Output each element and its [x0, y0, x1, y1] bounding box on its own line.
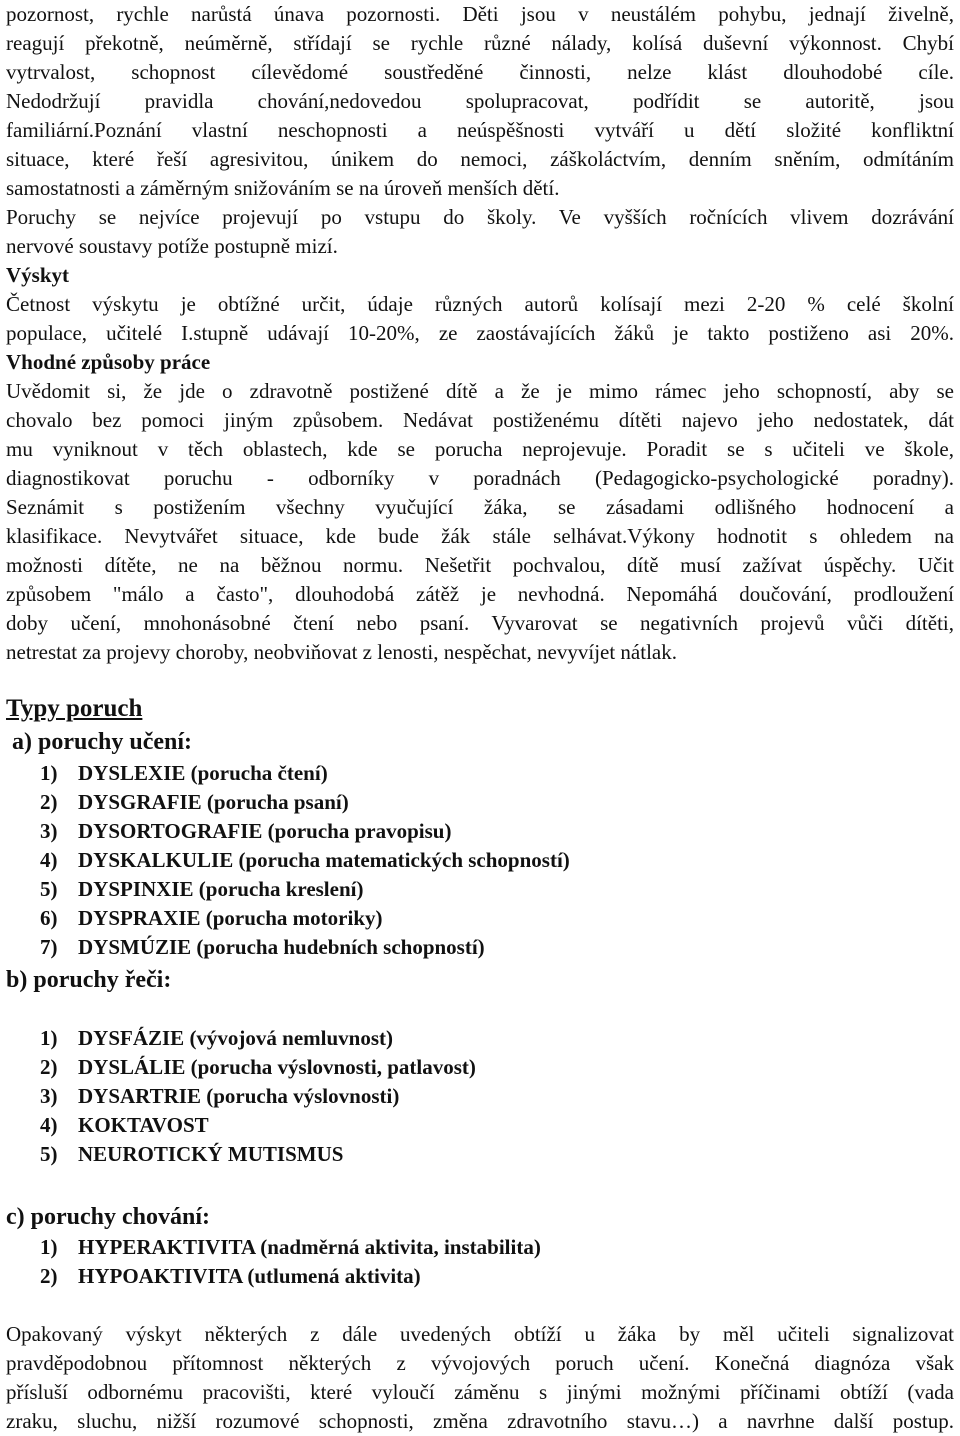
text-line: pravděpodobnou přítomnost některých z vývojových poruch učení. Konečná diagnóza však	[6, 1351, 954, 1375]
list-item	[40, 817, 451, 846]
text-line: doby učení, mnohonásobné čtení nebo psaní. Vyvarovat se negativních projevů vůči dítěti,	[6, 611, 954, 635]
types-heading: Typy poruch	[6, 695, 143, 722]
list-item	[40, 1262, 421, 1291]
list-number: 6)	[40, 906, 58, 930]
text-line: familiární.Poznání vlastní neschopnosti a neúspěšnosti vytváří u dětí složité konfliktní	[6, 118, 954, 142]
category-heading: a) poruchy učení:	[12, 729, 192, 755]
text-line: Nedodržují pravidla chování,nedovedou spolupracovat, podřídit se autoritě, jsou	[6, 89, 954, 113]
list-item-text: NEUROTICKÝ MUTISMUS	[78, 1142, 344, 1166]
section-heading: Vhodné způsoby práce	[6, 350, 211, 374]
category-heading: c) poruchy chování:	[6, 1204, 210, 1230]
text-line: mu vyniknout v těch oblastech, kde se porucha neprojevuje. Poradit se s učiteli ve škole,	[6, 437, 954, 461]
list-item	[40, 1082, 399, 1111]
list-number: 1)	[40, 761, 58, 785]
text-line: Poruchy se nejvíce projevují po vstupu do školy. Ve vyšších ročnících vlivem dozrávání	[6, 205, 954, 229]
category-heading: b) poruchy řeči:	[6, 967, 172, 993]
list-item-text: DYSPRAXIE (porucha motoriky)	[78, 906, 383, 930]
text-line: populace, učitelé I.stupně udávají 10-20%, ze zaostávajících žáků je takto postiženo asi 20%.	[6, 321, 954, 345]
list-number: 3)	[40, 1084, 58, 1108]
list-item-text: DYSORTOGRAFIE (porucha pravopisu)	[78, 819, 452, 843]
text-line: Četnost výskytu je obtížné určit, údaje různých autorů kolísají mezi 2-20 % celé školní	[6, 292, 954, 316]
list-item-text: DYSLEXIE (porucha čtení)	[78, 761, 328, 785]
list-item	[40, 1233, 541, 1262]
list-item-text: DYSKALKULIE (porucha matematických schopností)	[78, 848, 570, 872]
text-line: způsobem "málo a často", dlouhodobá zátěž je nevhodná. Nepomáhá doučování, prodloužení	[6, 582, 954, 606]
text-line: pozornost, rychle narůstá únava pozornosti. Děti jsou v neustálém pohybu, jednají živelně,	[6, 2, 954, 26]
text-line: Seznámit s postižením všechny vyučující žáka, se zásadami odlišného hodnocení a	[6, 495, 954, 519]
text-line: vytrvalost, schopnost cílevědomé soustředěné činnosti, nelze klást dlouhodobé cíle.	[6, 60, 954, 84]
text-line: možnosti dítěte, ne na běžnou normu. Nešetřit pochvalou, dítě musí zažívat úspěchy. Učit	[6, 553, 954, 577]
list-number: 4)	[40, 1113, 58, 1137]
list-item-text: HYPOAKTIVITA (utlumená aktivita)	[78, 1264, 421, 1288]
text-line: Opakovaný výskyt některých z dále uvedených obtíží u žáka by měl učiteli signalizovat	[6, 1322, 954, 1346]
list-number: 1)	[40, 1235, 58, 1259]
text-line: situace, které řeší agresivitou, únikem do nemoci, záškoláctvím, denním sněním, odmítáním	[6, 147, 954, 171]
list-number: 3)	[40, 819, 58, 843]
list-item	[40, 933, 485, 962]
list-number: 7)	[40, 935, 58, 959]
list-item	[40, 904, 383, 933]
text-line: klasifikace. Nevytvářet situace, kde bude žák stále selhávat.Výkony hodnotit s ohledem na	[6, 524, 954, 548]
list-item	[40, 1140, 343, 1169]
list-item	[40, 788, 349, 817]
list-item	[40, 875, 363, 904]
text-line: nervové soustavy potíže postupně mizí.	[6, 234, 338, 258]
text-line: reagují překotně, neúměrně, střídají se rychle různé nálady, kolísá duševní výkonnost. Chybí	[6, 31, 954, 55]
list-item-text: DYSMÚZIE (porucha hudebních schopností)	[78, 935, 485, 959]
text-line: zraku, sluchu, nižší rozumové schopnosti, změna zdravotního stavu…) a navrhne další postup.	[6, 1409, 954, 1433]
list-item-text: DYSPINXIE (porucha kreslení)	[78, 877, 364, 901]
text-line: Uvědomit si, že jde o zdravotně postižené dítě a že je mimo rámec jeho schopností, aby se	[6, 379, 954, 403]
list-number: 2)	[40, 1264, 58, 1288]
list-number: 1)	[40, 1026, 58, 1050]
section-heading: Výskyt	[6, 263, 70, 287]
list-item	[40, 1024, 393, 1053]
list-item	[40, 1053, 476, 1082]
list-item	[40, 759, 328, 788]
text-line: netrestat za projevy choroby, neobviňovat z lenosti, nespěchat, nevyvíjet nátlak.	[6, 640, 677, 664]
list-number: 5)	[40, 1142, 58, 1166]
list-item	[40, 1111, 209, 1140]
list-number: 2)	[40, 1055, 58, 1079]
list-item-text: KOKTAVOST	[78, 1113, 209, 1137]
list-item-text: DYSLÁLIE (porucha výslovnosti, patlavost)	[78, 1055, 476, 1079]
text-line: chovalo bez pomoci jiným způsobem. Nedávat postiženému dítěti najevo jeho nedostatek, dát	[6, 408, 954, 432]
list-item-text: DYSGRAFIE (porucha psaní)	[78, 790, 349, 814]
list-number: 4)	[40, 848, 58, 872]
list-number: 2)	[40, 790, 58, 814]
list-number: 5)	[40, 877, 58, 901]
list-item-text: DYSARTRIE (porucha výslovnosti)	[78, 1084, 400, 1108]
text-line: diagnostikovat poruchu - odborníky v poradnách (Pedagogicko-psychologické poradny).	[6, 466, 954, 490]
text-line: samostatnosti a záměrným snižováním se na úroveň menších dětí.	[6, 176, 560, 200]
list-item-text: DYSFÁZIE (vývojová nemluvnost)	[78, 1026, 394, 1050]
text-line: přísluší odbornému pracovišti, které vyloučí záměnu s jinými možnými příčinami obtíží (vada	[6, 1380, 954, 1404]
list-item-text: HYPERAKTIVITA (nadměrná aktivita, instabilita)	[78, 1235, 541, 1259]
list-item	[40, 846, 570, 875]
